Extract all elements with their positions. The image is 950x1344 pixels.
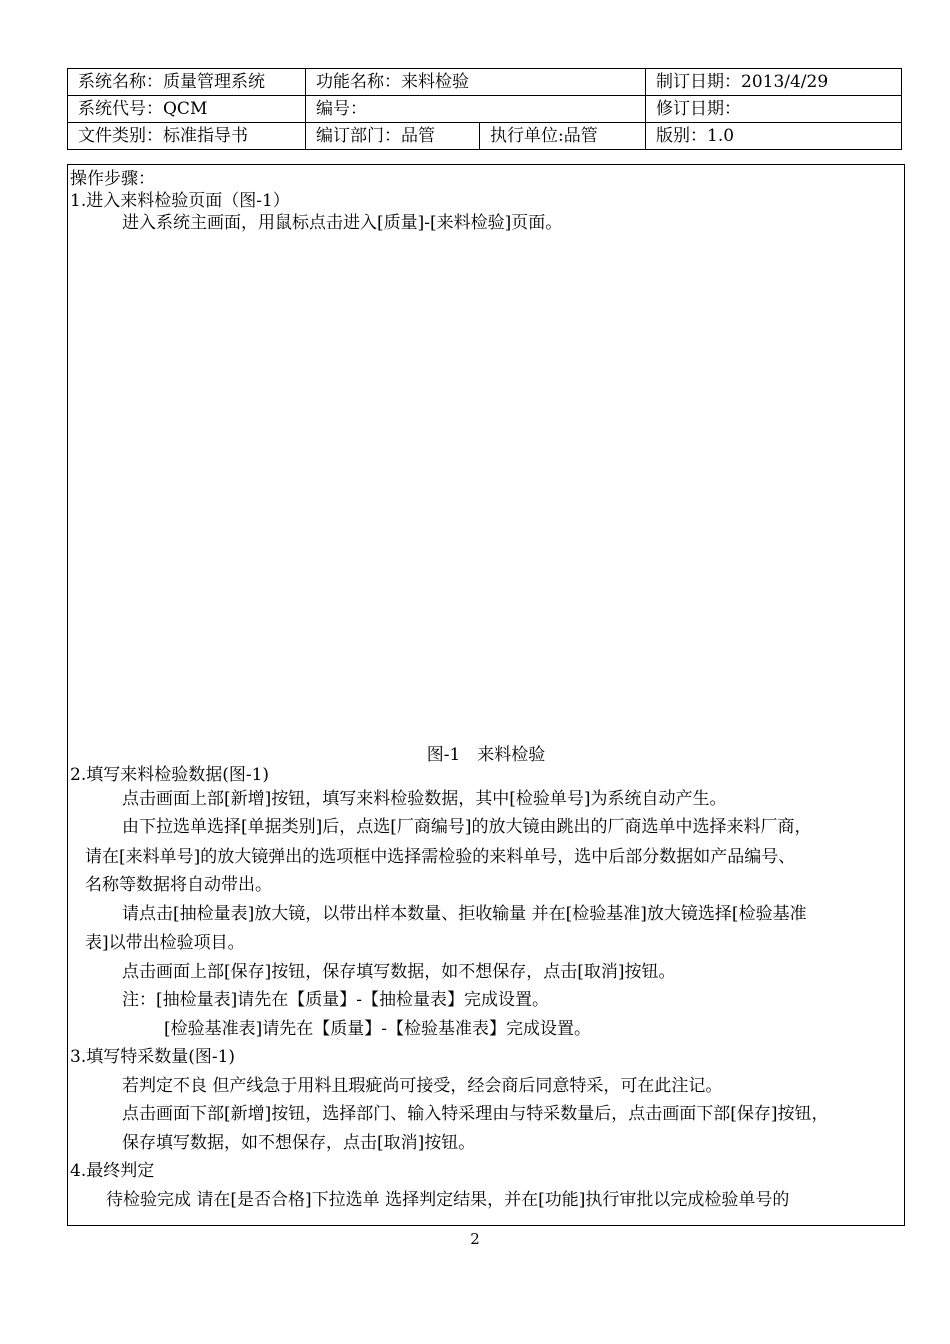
function-name-cell: 功能名称：来料检验 bbox=[306, 69, 646, 96]
step2-paragraph-1: 点击画面上部[新增]按钮，填写来料检验数据，其中[检验单号]为系统自动产生。 bbox=[122, 789, 727, 809]
step2-paragraph-3-line2: 表]以带出检验项目。 bbox=[85, 933, 245, 953]
step4-title: 4.最终判定 bbox=[70, 1161, 155, 1181]
revise-date-cell: 修订日期： bbox=[646, 96, 902, 123]
step2-paragraph-3-line1: 请点击[抽检量表]放大镜，以带出样本数量、拒收输量 并在[检验基准]放大镜选择[检验基准 bbox=[122, 904, 807, 924]
page-number: 2 bbox=[470, 1230, 480, 1248]
step2-paragraph-4: 点击画面上部[保存]按钮，保存填写数据，如不想保存，点击[取消]按钮。 bbox=[122, 962, 676, 982]
step2-title: 2.填写来料检验数据(图-1) bbox=[70, 765, 270, 785]
step1-title: 1.进入来料检验页面（图-1） bbox=[70, 191, 290, 211]
figure-caption: 图-1 来料检验 bbox=[426, 745, 546, 765]
exec-unit-cell: 执行单位:品管 bbox=[480, 123, 646, 150]
issue-date-cell: 制订日期：2013/4/29 bbox=[646, 69, 902, 96]
step2-paragraph-2-line1: 由下拉选单选择[单据类别]后，点选[厂商编号]的放大镜由跳出的厂商选单中选择来料厂商， bbox=[122, 817, 812, 837]
step2-note-2: [检验基准表]请先在【质量】-【检验基准表】完成设置。 bbox=[164, 1019, 592, 1039]
version-cell: 版别：1.0 bbox=[646, 123, 902, 150]
step2-note-1: 注：[抽检量表]请先在【质量】-【抽检量表】完成设置。 bbox=[122, 990, 550, 1010]
step3-paragraph-1: 若判定不良 但产线急于用料且瑕疵尚可接受，经会商后同意特采，可在此注记。 bbox=[122, 1076, 723, 1096]
step3-title: 3.填写特采数量(图-1) bbox=[70, 1047, 236, 1067]
step2-paragraph-2-line2: 请在[来料单号]的放大镜弹出的选项框中选择需检验的来料单号，选中后部分数据如产品编号、 bbox=[85, 847, 796, 867]
procedure-content-box bbox=[67, 164, 905, 1226]
document-header-table bbox=[67, 68, 902, 150]
edit-dept-cell: 编订部门：品管 bbox=[306, 123, 480, 150]
step4-paragraph-1: 待检验完成 请在[是否合格]下拉选单 选择判定结果，并在[功能]执行审批以完成检验单号的 bbox=[106, 1190, 790, 1210]
doc-number-cell: 编号： bbox=[306, 96, 646, 123]
step2-paragraph-2-line3: 名称等数据将自动带出。 bbox=[85, 875, 272, 895]
step1-paragraph: 进入系统主画面，用鼠标点击进入[质量]-[来料检验]页面。 bbox=[122, 213, 563, 233]
step3-paragraph-2-line1: 点击画面下部[新增]按钮，选择部门、输入特采理由与特采数量后，点击画面下部[保存]按钮， bbox=[122, 1104, 829, 1124]
step3-paragraph-2-line2: 保存填写数据，如不想保存，点击[取消]按钮。 bbox=[122, 1133, 476, 1153]
steps-title: 操作步骤： bbox=[70, 169, 155, 189]
doc-type-cell: 文件类别：标准指导书 bbox=[68, 123, 306, 150]
system-name-cell: 系统名称：质量管理系统 bbox=[68, 69, 306, 96]
system-code-cell: 系统代号：QCM bbox=[68, 96, 306, 123]
